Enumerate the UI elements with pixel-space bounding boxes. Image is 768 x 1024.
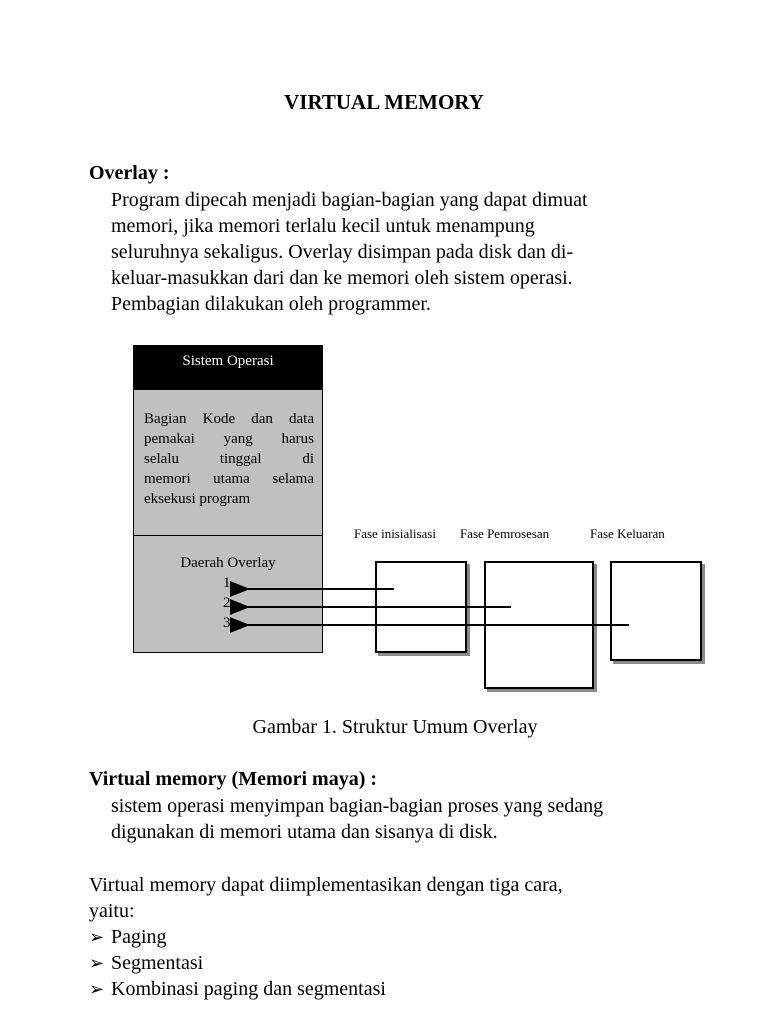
list-item: [89, 950, 563, 976]
overlay-line: memori, jika memori terlalu kecil untuk menampung: [111, 215, 535, 237]
code-line: memori utama selama: [144, 471, 314, 487]
overlay-area-label: Daerah Overlay: [180, 555, 276, 571]
overlay-line: seluruhnya sekaligus. Overlay disimpan pada disk dan di-: [111, 241, 574, 263]
code-line: selalu tinggal di: [144, 451, 314, 467]
overlay-line: Program dipecah menjadi bagian-bagian yang dapat dimuat: [111, 189, 588, 211]
overlay-slot-3: 3: [223, 615, 231, 631]
list-item-text: Paging: [111, 926, 167, 948]
impl-line: Virtual memory dapat diimplementasikan dengan tiga cara,: [89, 874, 563, 896]
list-item-text: Kombinasi paging dan segmentasi: [111, 978, 386, 1000]
list-item: [89, 976, 563, 1002]
virtual-memory-heading: Virtual memory (Memori maya) :: [89, 768, 378, 790]
arrow-bullet-icon: ➢: [89, 979, 105, 999]
impl-line: yaitu:: [89, 900, 135, 922]
overlay-slot-1: 1: [223, 575, 231, 591]
figure-caption: Gambar 1. Struktur Umum Overlay: [252, 716, 538, 738]
phase-label-init: Fase inisialisasi: [354, 526, 436, 541]
overlay-slot-2: 2: [223, 595, 231, 611]
code-line: eksekusi program: [144, 491, 251, 507]
virtual-line: digunakan di memori utama dan sisanya di disk.: [111, 821, 498, 843]
page-title: VIRTUAL MEMORY: [284, 90, 484, 114]
code-line: pemakai yang harus: [144, 431, 314, 447]
os-section: Sistem Operasi: [134, 346, 322, 390]
phase-label-process: Fase Pemrosesan: [460, 526, 550, 541]
overlay-heading: Overlay :: [89, 162, 170, 184]
virtual-line: sistem operasi menyimpan bagian-bagian proses yang sedang: [111, 795, 604, 817]
list-item-text: Segmentasi: [111, 952, 204, 974]
arrow-bullet-icon: ➢: [89, 953, 105, 973]
code-line: Bagian Kode dan data: [144, 411, 314, 427]
virtual-memory-paragraph: [111, 793, 603, 845]
implementation-paragraph: [89, 872, 563, 1002]
overlay-line: Pembagian dilakukan oleh programmer.: [111, 293, 431, 315]
list-item: [89, 924, 563, 950]
overlay-line: keluar-masukkan dari dan ke memori oleh sistem operasi.: [111, 267, 573, 289]
phase-label-output: Fase Keluaran: [590, 526, 665, 541]
arrow-bullet-icon: ➢: [89, 927, 105, 947]
